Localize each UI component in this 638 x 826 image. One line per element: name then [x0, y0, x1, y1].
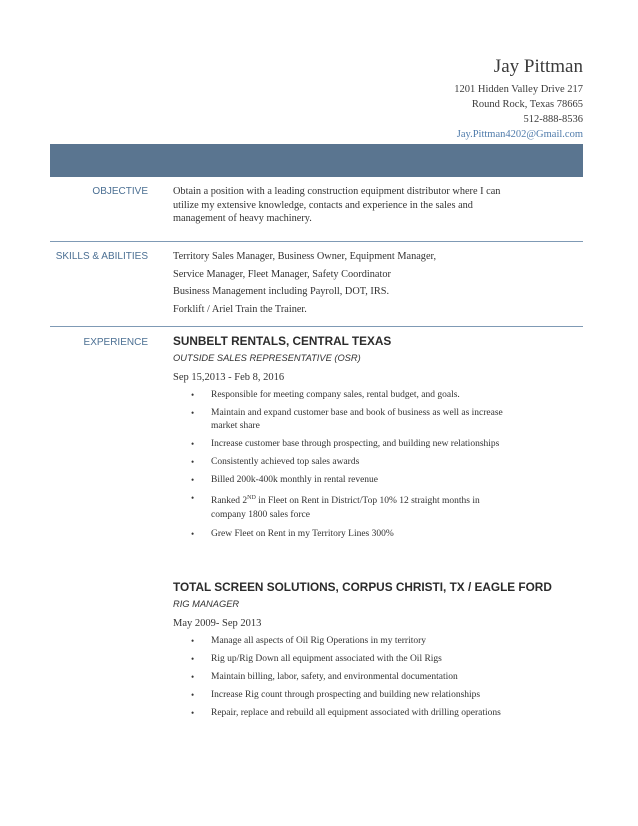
phone: 512-888-8536: [523, 114, 583, 125]
address-line-1: 1201 Hidden Valley Drive 217: [454, 84, 583, 95]
job-bullets: [173, 389, 573, 542]
skills-text: [173, 250, 573, 320]
bullet-icon: •: [191, 439, 195, 449]
job-dates: Sep 15,2013 - Feb 8, 2016: [173, 372, 285, 383]
bullet-item: • Rig up/Rig Down all equipment associated with the Oil Rigs: [173, 653, 511, 667]
bullet-item: • Manage all aspects of Oil Rig Operations in my territory: [173, 635, 511, 649]
address-line-2: Round Rock, Texas 78665: [471, 99, 583, 110]
section-divider: [50, 326, 583, 327]
job-company: SUNBELT RENTALS, CENTRAL TEXAS: [173, 334, 392, 348]
bullet-icon: •: [191, 707, 195, 718]
bullet-icon: •: [191, 671, 195, 682]
bullet-icon: •: [191, 635, 195, 646]
objective-label: OBJECTIVE: [92, 186, 148, 197]
bullet-item: • Maintain and expand customer base and book of business as well as increase market share: [191, 407, 503, 431]
job-title: OUTSIDE SALES REPRESENTATIVE (OSR): [173, 352, 361, 363]
skills-line: Territory Sales Manager, Business Owner, Equipment Manager,: [173, 251, 437, 262]
skills-line: Business Management including Payroll, DOT, IRS.: [173, 286, 390, 297]
candidate-name: Jay Pittman: [493, 56, 583, 77]
header-band: [50, 144, 583, 177]
experience-label: EXPERIENCE: [83, 337, 148, 348]
job-bullets: [173, 635, 573, 721]
bullet-item: • Consistently achieved top sales awards: [173, 456, 511, 470]
ranked-bullet-text: Ranked 2ND in Fleet on Rent in District/Top 10% 12 straight months in company 1800 sales force: [211, 495, 480, 520]
objective-text: [173, 185, 573, 226]
bullet-item: • Maintain billing, labor, safety, and environmental documentation: [173, 671, 511, 685]
bullet-item: • Increase Rig count through prospecting and building new relationships: [173, 689, 511, 703]
bullet-icon: •: [191, 475, 195, 485]
section-divider: [50, 241, 583, 242]
skills-line: Forklift / Ariel Train the Trainer.: [173, 303, 307, 315]
objective-line: Obtain a position with a leading construction equipment distributor where I can: [173, 186, 501, 197]
objective-line: utilize my extensive knowledge, contacts and experience in the sales and: [173, 199, 473, 211]
resume-header: [454, 56, 583, 142]
bullet-item: • Responsible for meeting company sales, rental budget, and goals.: [173, 389, 511, 403]
bullet-icon: •: [191, 389, 195, 400]
job-title: RIG MANAGER: [173, 598, 240, 609]
bullet-icon: •: [191, 689, 195, 700]
bullet-item: [173, 492, 511, 522]
bullet-icon: •: [191, 493, 195, 503]
bullet-icon: •: [191, 529, 195, 540]
email-link[interactable]: Jay.Pittman4202@Gmail.com: [456, 129, 583, 140]
skills-label: SKILLS & ABILITIES: [55, 251, 148, 262]
bullet-icon: •: [191, 457, 195, 467]
job-entry: [173, 581, 573, 725]
job-dates: May 2009- Sep 2013: [173, 618, 262, 629]
bullet-icon: •: [191, 653, 195, 664]
bullet-icon: •: [191, 407, 195, 418]
job-entry: [173, 335, 573, 546]
bullet-item: • Increase customer base through prospecting, and building new relationships: [173, 438, 511, 452]
objective-line: management of heavy machinery.: [173, 213, 312, 224]
bullet-item: • Repair, replace and rebuild all equipment associated with drilling operations: [173, 707, 511, 721]
bullet-item: • Billed 200k-400k monthly in rental revenue: [173, 474, 511, 488]
job-company: TOTAL SCREEN SOLUTIONS, CORPUS CHRISTI, TX / EAGLE FORD: [173, 580, 552, 594]
bullet-item: • Grew Fleet on Rent in my Territory Lines 300%: [173, 528, 511, 542]
skills-line: Service Manager, Fleet Manager, Safety Coordinator: [173, 268, 391, 280]
